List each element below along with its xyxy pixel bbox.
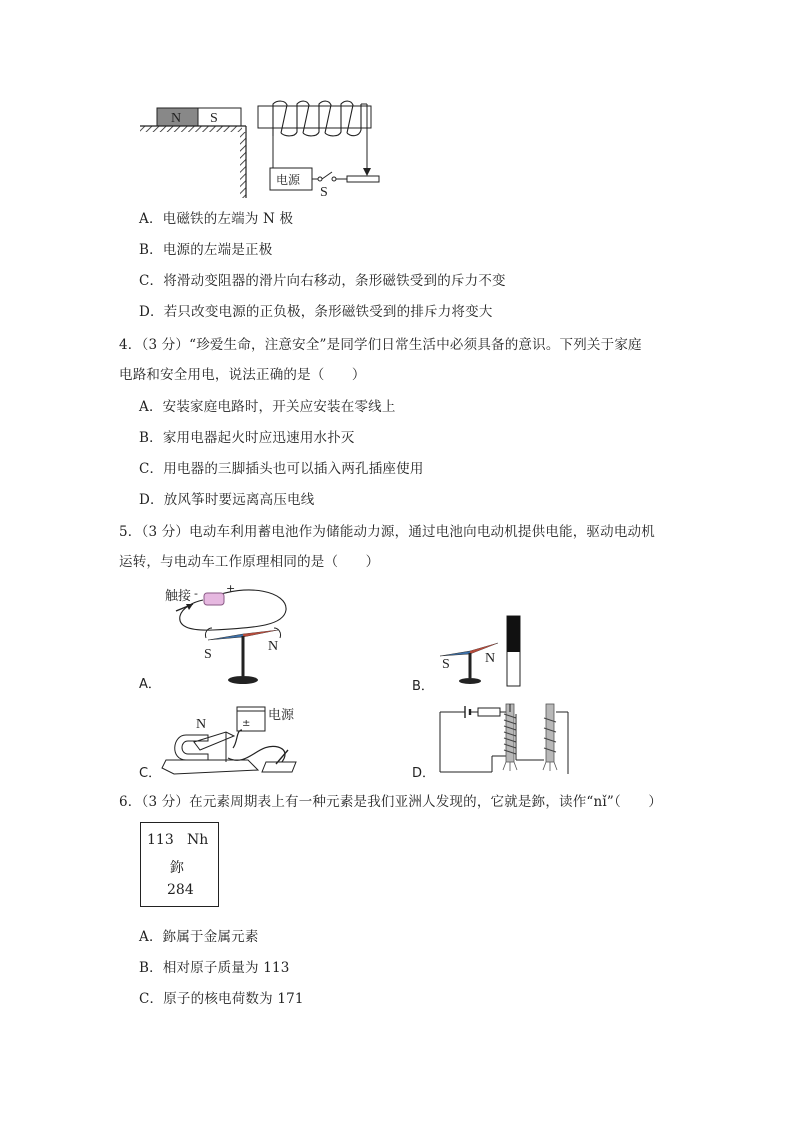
option-d-label: D． xyxy=(412,766,436,781)
q5-figure-c xyxy=(138,702,308,782)
magnet-south-pole xyxy=(198,108,241,126)
switch-label: S xyxy=(320,185,328,200)
needle-b-s-label: S xyxy=(442,657,450,672)
needle-b-n-label: N xyxy=(485,651,496,666)
table-hatch xyxy=(140,126,242,132)
option-c-label: C． xyxy=(139,766,162,781)
svg-text:+: + xyxy=(226,582,236,595)
option-b-label: B． xyxy=(412,679,434,694)
q5-stem-line2: 运转，与电动车工作原理相同的是（ ） xyxy=(119,554,380,570)
q4-option-a: A．安装家庭电路时，开关应安装在零线上 xyxy=(139,399,396,415)
q3-option-d: D．若只改变电源的正负极，条形磁铁受到的排斥力将变大 xyxy=(139,304,493,320)
q4-option-d: D．放风筝时要远离高压电线 xyxy=(139,492,315,508)
needle-n-label: N xyxy=(268,639,279,654)
q6-option-a: A．鉨属于金属元素 xyxy=(139,929,259,945)
q3-figure xyxy=(135,100,395,200)
q5-figure-b xyxy=(410,612,530,692)
power-supply-label: 电源 xyxy=(276,173,301,187)
element-name: 鉨 xyxy=(170,860,184,876)
wires-c xyxy=(228,730,285,764)
q4-option-b: B．家用电器起火时应迅速用水扑灭 xyxy=(139,430,355,446)
rheostat-slider-arrow xyxy=(363,168,371,176)
q3-option-a: A．电磁铁的左端为 N 极 xyxy=(139,211,294,227)
touch-label: 触接 xyxy=(165,589,192,604)
magnet-n-label: N xyxy=(171,111,182,126)
magnet-c-n-label: N xyxy=(196,717,207,732)
base-board xyxy=(162,760,258,774)
atomic-number: 113 xyxy=(147,832,174,848)
rheostat xyxy=(347,176,379,182)
q6-option-b: B．相对原子质量为 113 xyxy=(139,960,290,976)
svg-text:-: - xyxy=(194,587,198,600)
q6-stem: 6．（3 分）在元素周期表上有一种元素是我们亚洲人发现的，它就是鉨，读作“nǐ”（ ） xyxy=(119,794,663,810)
q5-stem-line1: 5．（3 分）电动车利用蓄电池作为储能动力源，通过电池向电动机提供电能，驱动电动机 xyxy=(119,524,655,540)
switch-lever xyxy=(322,172,332,179)
q4-option-c: C．用电器的三脚插头也可以插入两孔插座使用 xyxy=(139,461,424,477)
switch-c xyxy=(262,762,296,772)
element-symbol: Nh xyxy=(187,832,209,848)
q5-figure-a xyxy=(138,580,298,690)
q5-figure-d xyxy=(410,702,580,782)
needle-s-label: S xyxy=(204,647,212,662)
power-supply-c-label: 电源 xyxy=(268,708,295,723)
battery-cell xyxy=(204,593,224,605)
q3-option-c: C．将滑动变阻器的滑片向右移动，条形磁铁受到的斥力不变 xyxy=(139,273,506,289)
q6-option-c: C．原子的核电荷数为 171 xyxy=(139,991,304,1007)
option-a-label: A． xyxy=(139,677,161,692)
q3-option-b: B．电源的左端是正极 xyxy=(139,242,273,258)
q4-stem-line2: 电路和安全用电，说法正确的是（ ） xyxy=(119,367,366,383)
element-tile xyxy=(140,822,219,907)
resistor-d xyxy=(478,708,500,716)
q4-stem-line1: 4．（3 分）“珍爱生命，注意安全”是同学们日常生活中必须具备的意识。下列关于家庭 xyxy=(119,337,642,353)
svg-text:±: ± xyxy=(242,718,251,729)
magnet-s-label: S xyxy=(210,111,218,126)
electromagnet-core xyxy=(258,106,371,128)
electromagnet-d-right-core xyxy=(546,704,554,762)
atomic-mass: 284 xyxy=(167,882,194,898)
